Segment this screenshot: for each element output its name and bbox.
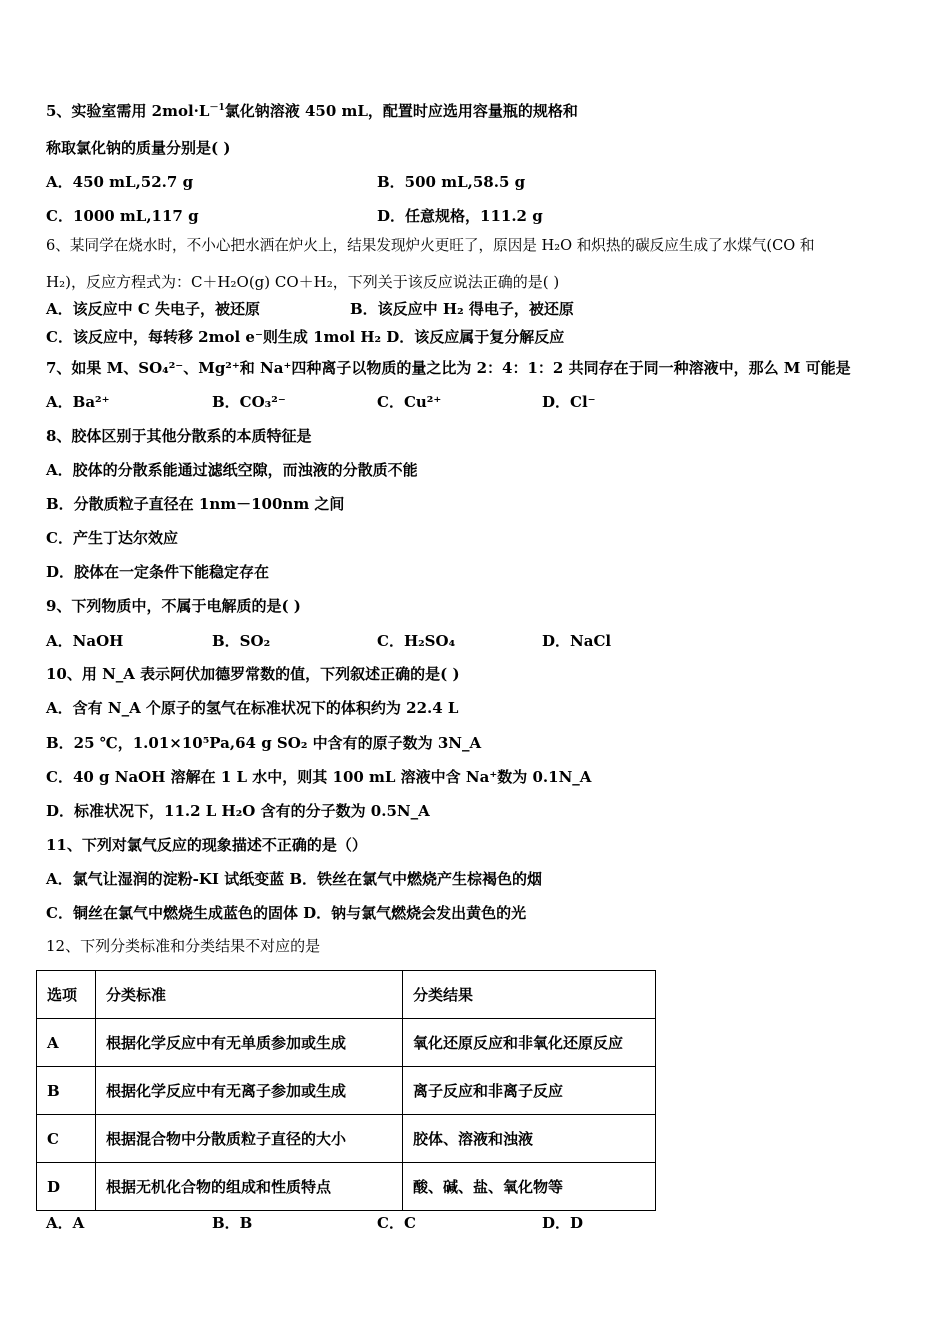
- q5-stem-line1: [46, 101, 578, 121]
- q5-stem-line1-b: 氯化钠溶液 450 mL，配置时应选用容量瓶的规格和: [224, 102, 578, 120]
- q10-option-a: A．含有 N_A 个原子的氢气在标准状况下的体积约为 22.4 L: [46, 699, 459, 717]
- table-row: [37, 1163, 656, 1211]
- q10-stem: 10、用 N_A 表示阿伏加德罗常数的值，下列叙述正确的是( ): [46, 665, 460, 683]
- row-standard: 根据无机化合物的组成和性质特点: [96, 1163, 403, 1211]
- table-row: [37, 1115, 656, 1163]
- row-option: A: [37, 1019, 96, 1067]
- row-result: 离子反应和非离子反应: [403, 1067, 656, 1115]
- q8-option-d: D．胶体在一定条件下能稳定存在: [46, 563, 270, 581]
- q7-option-c: C．Cu²⁺: [377, 393, 442, 411]
- q5-unit-exponent: －1: [209, 103, 225, 113]
- row-standard: 根据化学反应中有无离子参加或生成: [96, 1067, 403, 1115]
- q9-option-c: C．H₂SO₄: [377, 632, 456, 650]
- table-header-row: [37, 971, 656, 1019]
- q8-option-b: B．分散质粒子直径在 1nm－100nm 之间: [46, 495, 345, 513]
- header-standard: 分类标准: [96, 971, 403, 1019]
- q5-stem-line2: 称取氯化钠的质量分别是( ): [46, 139, 231, 157]
- q7-stem: 7、如果 M、SO₄²⁻、Mg²⁺和 Na⁺四种离子以物质的量之比为 2：4：1：2 共同存在于同一种溶液中，那么 M 可能是: [46, 359, 851, 377]
- row-standard: 根据化学反应中有无单质参加或生成: [96, 1019, 403, 1067]
- row-result: 酸、碱、盐、氧化物等: [403, 1163, 656, 1211]
- q12-stem: 12、下列分类标准和分类结果不对应的是: [46, 937, 321, 955]
- q9-option-b: B．SO₂: [212, 632, 271, 650]
- table-row: [37, 1067, 656, 1115]
- q5-stem-line1-a: 5、实验室需用 2mol·L: [46, 102, 210, 120]
- q12-option-d: D．D: [542, 1214, 584, 1232]
- table-row: [37, 1019, 656, 1067]
- q7-option-d: D．Cl⁻: [542, 393, 596, 411]
- row-option: D: [37, 1163, 96, 1211]
- q5-option-a: A．450 mL,52.7 g: [46, 173, 194, 191]
- q10-option-d: D．标准状况下，11.2 L H₂O 含有的分子数为 0.5N_A: [46, 802, 430, 820]
- q12-option-b: B．B: [212, 1214, 253, 1232]
- q6-stem-line2: H₂)，反应方程式为：C＋H₂O(g) CO＋H₂，下列关于该反应说法正确的是( ): [46, 273, 560, 291]
- q7-option-a: A．Ba²⁺: [46, 393, 110, 411]
- q8-stem: 8、胶体区别于其他分散系的本质特征是: [46, 427, 312, 445]
- q9-option-d: D．NaCl: [542, 632, 612, 650]
- row-result: 胶体、溶液和浊液: [403, 1115, 656, 1163]
- q9-stem: 9、下列物质中，不属于电解质的是( ): [46, 597, 301, 615]
- q7-option-b: B．CO₃²⁻: [212, 393, 286, 411]
- q8-option-a: A．胶体的分散系能通过滤纸空隙，而浊液的分散质不能: [46, 461, 418, 479]
- q12-classification-table: [36, 970, 656, 1211]
- q5-option-c: C．1000 mL,117 g: [46, 207, 199, 225]
- q6-option-a: A．该反应中 C 失电子，被还原: [46, 300, 261, 318]
- row-option: C: [37, 1115, 96, 1163]
- q5-option-b: B．500 mL,58.5 g: [377, 173, 526, 191]
- header-result: 分类结果: [403, 971, 656, 1019]
- q8-option-c: C．产生丁达尔效应: [46, 529, 178, 547]
- q11-options-cd: C．铜丝在氯气中燃烧生成蓝色的固体 D．钠与氯气燃烧会发出黄色的光: [46, 904, 527, 922]
- row-standard: 根据混合物中分散质粒子直径的大小: [96, 1115, 403, 1163]
- q6-option-b: B．该反应中 H₂ 得电子，被还原: [350, 300, 574, 318]
- q12-option-c: C．C: [377, 1214, 416, 1232]
- q12-option-a: A．A: [46, 1214, 85, 1232]
- header-option: 选项: [37, 971, 96, 1019]
- row-option: B: [37, 1067, 96, 1115]
- q11-stem: 11、下列对氯气反应的现象描述不正确的是（）: [46, 836, 367, 854]
- q10-option-b: B．25 ℃，1.01×10⁵Pa,64 g SO₂ 中含有的原子数为 3N_A: [46, 734, 482, 752]
- q5-option-d: D．任意规格，111.2 g: [377, 207, 543, 225]
- q9-option-a: A．NaOH: [46, 632, 124, 650]
- row-result: 氧化还原反应和非氧化还原反应: [403, 1019, 656, 1067]
- q6-option-cd: C．该反应中，每转移 2mol e⁻则生成 1mol H₂ D．该反应属于复分解反应: [46, 328, 565, 346]
- q6-stem-line1: 6、某同学在烧水时，不小心把水洒在炉火上，结果发现炉火更旺了，原因是 H₂O 和炽热的碳反应生成了水煤气(CO 和: [46, 237, 815, 254]
- q11-options-ab: A．氯气让湿润的淀粉-KI 试纸变蓝 B．铁丝在氯气中燃烧产生棕褐色的烟: [46, 870, 543, 888]
- q10-option-c: C．40 g NaOH 溶解在 1 L 水中，则其 100 mL 溶液中含 Na⁺数为 0.1N_A: [46, 768, 592, 786]
